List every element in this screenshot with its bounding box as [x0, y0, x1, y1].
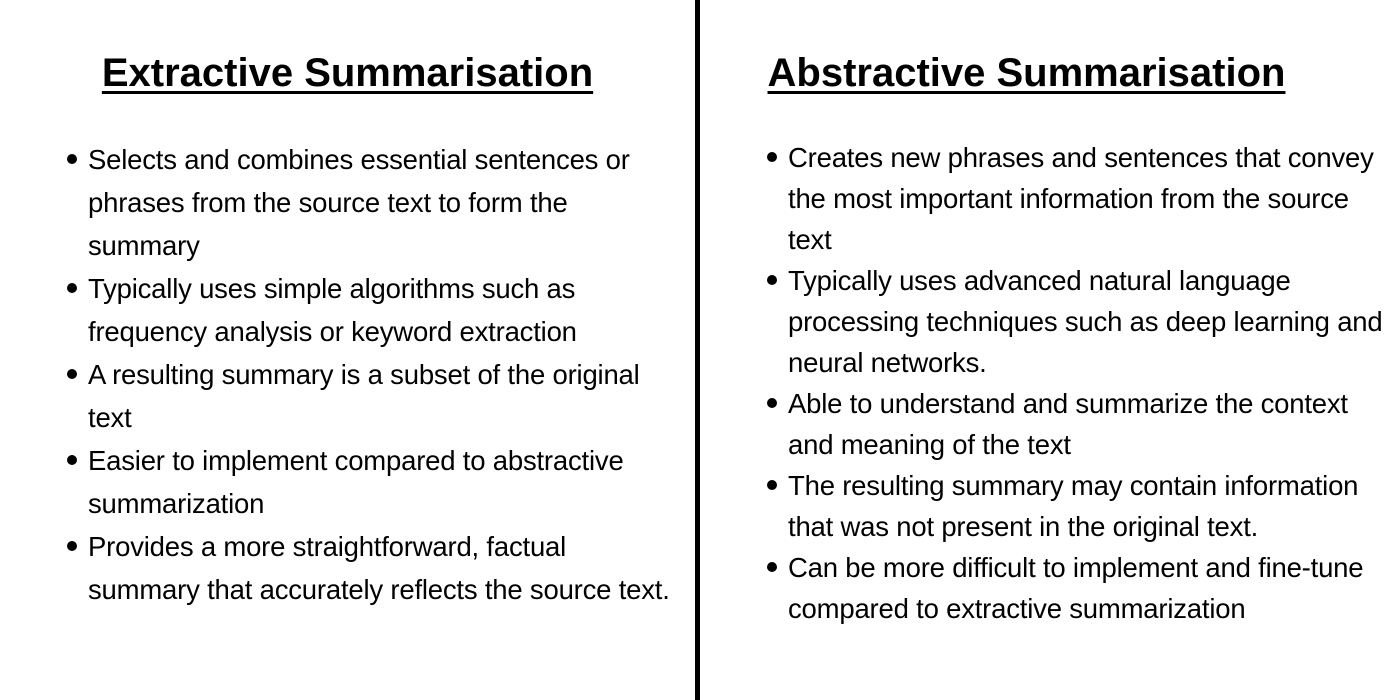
abstractive-points-list	[764, 137, 1389, 629]
abstractive-column	[701, 0, 1400, 700]
extractive-points-list	[64, 138, 674, 611]
extractive-point: Selects and combines essential sentences or phrases from the source text to form the summary	[64, 138, 674, 267]
extractive-point: A resulting summary is a subset of the original text	[64, 353, 674, 439]
extractive-title: Extractive Summarisation	[101, 51, 594, 95]
abstractive-point: The resulting summary may contain information that was not present in the original text.	[764, 465, 1389, 547]
column-divider	[695, 0, 700, 700]
extractive-point: Typically uses simple algorithms such as frequency analysis or keyword extraction	[64, 267, 674, 353]
abstractive-point: Creates new phrases and sentences that convey the most important information from the source text	[764, 137, 1389, 260]
extractive-point: Provides a more straightforward, factual summary that accurately reflects the source text.	[64, 525, 674, 611]
abstractive-point: Able to understand and summarize the context and meaning of the text	[764, 383, 1389, 465]
abstractive-title: Abstractive Summarisation	[767, 51, 1286, 95]
extractive-point: Easier to implement compared to abstractive summarization	[64, 439, 674, 525]
extractive-column	[0, 0, 697, 700]
abstractive-point: Can be more difficult to implement and fine-tune compared to extractive summarization	[764, 547, 1389, 629]
abstractive-point: Typically uses advanced natural language processing techniques such as deep learning and neural networks.	[764, 260, 1389, 383]
